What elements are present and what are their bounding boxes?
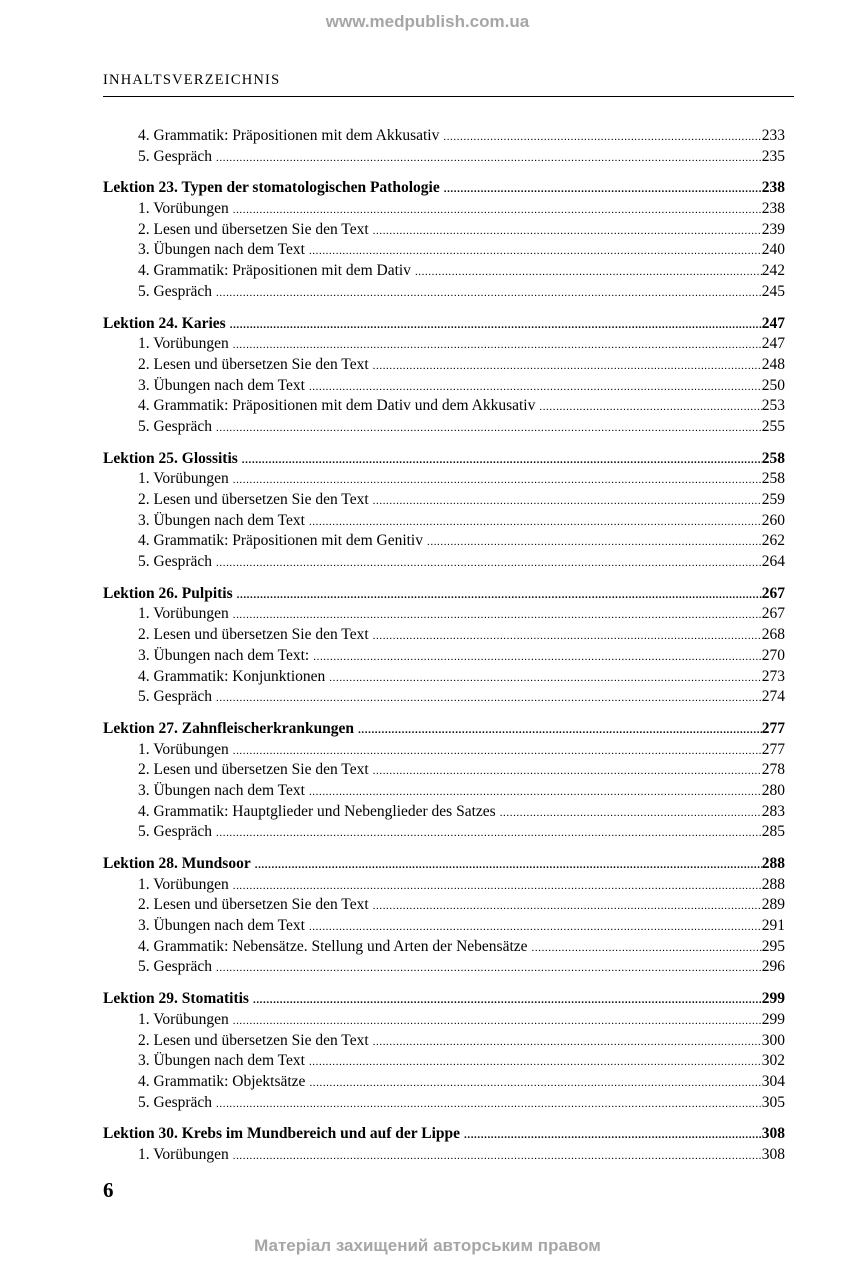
page-number: 6 (103, 1178, 114, 1202)
dot-leader (233, 1011, 762, 1032)
toc-entry (103, 396, 785, 417)
entry-page-number: 258 (761, 449, 785, 467)
toc-entry (103, 1145, 785, 1166)
dot-leader (464, 1125, 762, 1146)
entry-page-number: 288 (761, 875, 785, 893)
entry-title: 5. Gespräch (138, 688, 213, 706)
entry-page-number: 245 (761, 282, 785, 300)
entry-page-number: 264 (761, 553, 785, 571)
entry-page-number: 267 (761, 584, 785, 602)
dot-leader (309, 782, 762, 803)
toc-entry (103, 1051, 785, 1072)
toc-entry (103, 355, 785, 376)
toc-entry (103, 334, 785, 355)
dot-leader (444, 179, 762, 200)
toc-entry (103, 261, 785, 282)
entry-title: 5. Gespräch (138, 823, 213, 841)
toc-section (103, 989, 785, 1113)
entry-title: 5. Gespräch (138, 1093, 213, 1111)
entry-title: Lektion 29. Stomatitis (103, 990, 249, 1008)
entry-page-number: 302 (761, 1052, 785, 1070)
dot-leader (216, 958, 762, 979)
toc-entry (103, 760, 785, 781)
entry-title: 1. Vorübungen (138, 470, 229, 488)
entry-title: 4. Grammatik: Nebensätze. Stellung und Arten der Nebensätze (138, 937, 528, 955)
dot-leader (216, 1094, 762, 1115)
toc-section (103, 449, 785, 573)
entry-title: 3. Übungen nach dem Text (138, 1052, 305, 1070)
toc-entry (103, 822, 785, 843)
entry-page-number: 304 (761, 1072, 785, 1090)
toc-entry (103, 511, 785, 532)
entry-title: Lektion 23. Typen der stomatologischen Pathologie (103, 179, 440, 197)
toc-entry (103, 220, 785, 241)
entry-page-number: 296 (761, 958, 785, 976)
entry-title: 5. Gespräch (138, 282, 213, 300)
entry-page-number: 238 (761, 179, 785, 197)
entry-page-number: 240 (761, 241, 785, 259)
entry-title: 1. Vorübungen (138, 1010, 229, 1028)
dot-leader (309, 1052, 762, 1073)
toc-chapter-entry (103, 989, 785, 1010)
toc-entry (103, 916, 785, 937)
entry-page-number: 299 (761, 990, 785, 1008)
toc-entry (103, 1072, 785, 1093)
table-of-contents (103, 126, 785, 1177)
toc-entry (103, 240, 785, 261)
entry-title: 1. Vorübungen (138, 200, 229, 218)
entry-page-number: 247 (761, 314, 785, 332)
dot-leader (233, 1146, 762, 1167)
entry-title: 4. Grammatik: Präpositionen mit dem Dativ und dem Akkusativ (138, 397, 536, 415)
toc-entry (103, 687, 785, 708)
dot-leader (309, 917, 762, 938)
entry-page-number: 288 (761, 855, 785, 872)
entry-title: 2. Lesen und übersetzen Sie den Text (138, 220, 369, 238)
dot-leader (216, 823, 762, 844)
dot-leader (373, 1032, 762, 1053)
toc-chapter-entry (103, 719, 785, 740)
entry-title: Lektion 28. Mundsoor (103, 855, 251, 872)
entry-page-number: 291 (761, 917, 785, 935)
entry-title: Lektion 26. Pulpitis (103, 584, 233, 602)
toc-entry (103, 1031, 785, 1052)
entry-page-number: 233 (761, 127, 785, 144)
toc-entry (103, 552, 785, 573)
running-head: INHALTSVERZEICHNIS (103, 72, 281, 88)
entry-title: 3. Übungen nach dem Text (138, 241, 305, 259)
dot-leader (373, 221, 762, 242)
dot-leader (230, 315, 762, 336)
entry-page-number: 300 (761, 1031, 785, 1049)
entry-page-number: 250 (761, 376, 785, 394)
entry-title: Lektion 25. Glossitis (103, 449, 238, 467)
toc-entry (103, 937, 785, 958)
dot-leader (309, 512, 762, 533)
entry-page-number: 273 (761, 667, 785, 685)
toc-entry (103, 469, 785, 490)
entry-title: 2. Lesen und übersetzen Sie den Text (138, 896, 369, 914)
toc-entry (103, 604, 785, 625)
entry-title: 3. Übungen nach dem Text (138, 917, 305, 935)
entry-page-number: 277 (761, 719, 785, 737)
dot-leader (373, 491, 762, 512)
entry-title: 2. Lesen und übersetzen Sie den Text (138, 626, 369, 644)
dot-leader (358, 720, 762, 741)
dot-leader (255, 855, 762, 876)
dot-leader (216, 688, 762, 709)
entry-page-number: 268 (761, 626, 785, 644)
entry-title: 4. Grammatik: Hauptglieder und Nebenglieder des Satzes (138, 802, 496, 820)
toc-chapter-entry (103, 314, 785, 335)
toc-section (103, 126, 785, 167)
toc-chapter-entry (103, 449, 785, 470)
toc-entry (103, 417, 785, 438)
entry-page-number: 239 (761, 220, 785, 238)
entry-page-number: 283 (761, 802, 785, 820)
entry-page-number: 238 (761, 200, 785, 218)
toc-entry (103, 147, 785, 168)
dot-leader (233, 741, 762, 762)
dot-leader (309, 377, 762, 398)
dot-leader (309, 1073, 761, 1094)
dot-leader (443, 127, 761, 148)
dot-leader (233, 876, 762, 897)
dot-leader (539, 397, 761, 418)
entry-title: Lektion 24. Karies (103, 314, 226, 332)
entry-page-number: 267 (761, 605, 785, 623)
copyright-watermark: Матеріал захищений авторським правом (254, 1236, 601, 1255)
entry-page-number: 259 (761, 491, 785, 508)
entry-title: Lektion 27. Zahnfleischerkrankungen (103, 719, 355, 737)
toc-chapter-entry (103, 854, 785, 875)
dot-leader (427, 532, 762, 553)
toc-entry (103, 646, 785, 667)
dot-leader (233, 605, 762, 626)
entry-title: 2. Lesen und übersetzen Sie den Text (138, 761, 369, 779)
entry-page-number: 248 (761, 355, 785, 373)
entry-title: 2. Lesen und übersetzen Sie den Text (138, 491, 369, 508)
dot-leader (500, 803, 762, 824)
entry-page-number: 270 (761, 646, 785, 664)
dot-leader (216, 283, 762, 304)
entry-page-number: 258 (761, 470, 785, 488)
entry-title: 3. Übungen nach dem Text (138, 511, 305, 529)
entry-title: 4. Grammatik: Präpositionen mit dem Genitiv (138, 532, 423, 550)
toc-entry (103, 667, 785, 688)
entry-title: 5. Gespräch (138, 417, 213, 435)
toc-entry (103, 625, 785, 646)
entry-title: 5. Gespräch (138, 958, 213, 976)
entry-page-number: 235 (761, 147, 785, 165)
entry-title: 5. Gespräch (138, 147, 213, 165)
dot-leader (233, 470, 762, 491)
entry-title: 1. Vorübungen (138, 1145, 229, 1163)
entry-page-number: 299 (761, 1010, 785, 1028)
entry-page-number: 274 (761, 688, 785, 706)
entry-page-number: 242 (761, 262, 785, 280)
dot-leader (216, 148, 762, 169)
toc-entry (103, 126, 785, 147)
toc-section (103, 178, 785, 302)
toc-chapter-entry (103, 178, 785, 199)
entry-page-number: 289 (761, 896, 785, 914)
toc-chapter-entry (103, 584, 785, 605)
toc-entry (103, 802, 785, 823)
entry-page-number: 305 (761, 1093, 785, 1111)
dot-leader (373, 896, 762, 917)
toc-entry (103, 282, 785, 303)
entry-title: 3. Übungen nach dem Text: (138, 646, 310, 664)
dot-leader (242, 450, 762, 471)
toc-entry (103, 740, 785, 761)
entry-page-number: 260 (761, 511, 785, 529)
dot-leader (216, 418, 762, 439)
entry-page-number: 285 (761, 823, 785, 841)
toc-entry (103, 531, 785, 552)
toc-entry (103, 490, 785, 511)
entry-title: 1. Vorübungen (138, 335, 229, 353)
entry-page-number: 262 (761, 532, 785, 550)
toc-section (103, 1124, 785, 1165)
header-divider (103, 96, 794, 97)
entry-title: 4. Grammatik: Präpositionen mit dem Dativ (138, 262, 411, 280)
toc-entry (103, 957, 785, 978)
entry-title: 1. Vorübungen (138, 875, 229, 893)
entry-page-number: 308 (761, 1125, 785, 1143)
dot-leader (233, 335, 762, 356)
entry-title: 4. Grammatik: Konjunktionen (138, 667, 326, 685)
entry-page-number: 280 (761, 781, 785, 799)
toc-section (103, 314, 785, 438)
toc-entry (103, 895, 785, 916)
entry-title: Lektion 30. Krebs im Mundbereich und auf der Lippe (103, 1125, 460, 1143)
entry-title: 1. Vorübungen (138, 740, 229, 758)
toc-entry (103, 1093, 785, 1114)
entry-title: 4. Grammatik: Objektsätze (138, 1072, 306, 1090)
toc-section (103, 854, 785, 978)
dot-leader (532, 938, 762, 959)
dot-leader (216, 553, 762, 574)
entry-title: 2. Lesen und übersetzen Sie den Text (138, 1031, 369, 1049)
toc-entry (103, 875, 785, 896)
entry-title: 1. Vorübungen (138, 605, 229, 623)
dot-leader (373, 761, 762, 782)
toc-entry (103, 199, 785, 220)
entry-page-number: 277 (761, 740, 785, 758)
dot-leader (253, 990, 762, 1011)
entry-page-number: 278 (761, 761, 785, 779)
entry-page-number: 255 (761, 417, 785, 435)
dot-leader (237, 585, 762, 606)
toc-section (103, 719, 785, 843)
entry-page-number: 308 (761, 1145, 785, 1163)
entry-page-number: 247 (761, 335, 785, 353)
entry-title: 3. Übungen nach dem Text (138, 376, 305, 394)
dot-leader (329, 668, 761, 689)
entry-page-number: 295 (761, 937, 785, 955)
dot-leader (233, 200, 762, 221)
toc-section (103, 584, 785, 708)
watermark-url: www.medpublish.com.ua (325, 12, 530, 31)
toc-entry (103, 1010, 785, 1031)
dot-leader (373, 356, 762, 377)
entry-page-number: 253 (761, 397, 785, 415)
entry-title: 2. Lesen und übersetzen Sie den Text (138, 355, 369, 373)
entry-title: 3. Übungen nach dem Text (138, 781, 305, 799)
entry-title: 4. Grammatik: Präpositionen mit dem Akkusativ (138, 127, 440, 144)
toc-chapter-entry (103, 1124, 785, 1145)
toc-entry (103, 376, 785, 397)
dot-leader (373, 626, 762, 647)
entry-title: 5. Gespräch (138, 553, 213, 571)
dot-leader (313, 647, 762, 668)
dot-leader (309, 241, 762, 262)
dot-leader (415, 262, 762, 283)
toc-entry (103, 781, 785, 802)
